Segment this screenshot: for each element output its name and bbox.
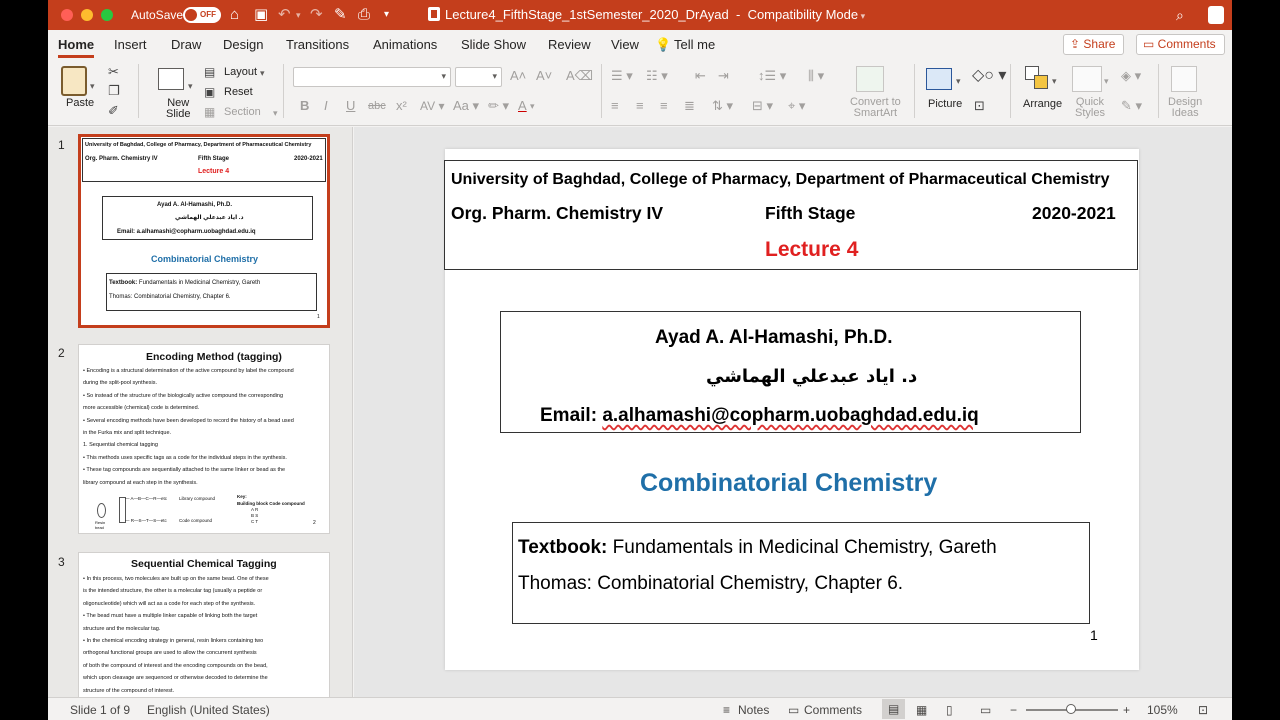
textbook-line-2: Thomas: Combinatorial Chemistry, Chapter 6.: [518, 573, 904, 594]
thumb-text: Org. Pharm. Chemistry IV: [85, 156, 158, 162]
superscript-button[interactable]: x²: [396, 98, 407, 113]
author-name: Ayad A. Al-Hamashi, Ph.D.: [655, 327, 893, 348]
zoom-out-button[interactable]: −: [1010, 703, 1018, 717]
thumbnail-slide-2[interactable]: [78, 344, 330, 534]
thumb-text: 2020-2021: [294, 156, 323, 162]
clear-formatting-icon[interactable]: A⌫: [566, 68, 594, 83]
language-indicator[interactable]: English (United States): [147, 703, 270, 717]
thumbnail-slide-3[interactable]: [78, 552, 330, 697]
share-icon: ⇪: [1070, 37, 1084, 51]
copy-icon[interactable]: ❐: [108, 83, 120, 98]
toggle-knob: [185, 9, 197, 21]
thumb-text: Combinatorial Chemistry: [151, 254, 259, 264]
thumb-text: Fifth Stage: [198, 156, 229, 162]
autosave-state: OFF: [200, 10, 216, 19]
document-icon: [428, 7, 440, 21]
resin-bead-icon: [97, 503, 106, 518]
save-icon[interactable]: ▣: [254, 6, 269, 23]
slide-show-icon[interactable]: ▭: [980, 703, 992, 717]
normal-view-icon[interactable]: ▤: [882, 699, 905, 719]
thumb-line: 1. Sequential chemical tagging: [83, 442, 158, 449]
header-year: 2020-2021: [1032, 203, 1116, 223]
arrange-icon-front: [1034, 75, 1048, 89]
thumb-line: which upon cleavage are sequenced or otherwise decoded to determine the: [83, 675, 268, 682]
textbook-line-1: [518, 537, 997, 559]
tab-home[interactable]: Home: [58, 37, 95, 52]
bullets-icon[interactable]: ☰ ▾: [611, 68, 633, 83]
thumb-line: oligonucleotide) which will act as a code for each step of the synthesis.: [83, 600, 256, 607]
redo-icon[interactable]: ↷: [310, 6, 323, 23]
bold-button[interactable]: B: [300, 98, 310, 113]
thumb-line: • Several encoding methods have been developed to record the history of a bead used: [83, 417, 294, 424]
thumb-text: — A—B—C—R—etc: [125, 496, 168, 501]
thumb-line: • In this process, two molecules are built up on the same bead. One of these: [83, 576, 269, 582]
autosave-label: AutoSave: [131, 8, 184, 22]
powerpoint-window: [48, 0, 1232, 720]
decrease-font-icon[interactable]: A˅: [536, 68, 553, 83]
paste-button[interactable]: Paste: [66, 97, 95, 109]
thumb-text: — R—S—T—S—etc: [125, 518, 167, 523]
character-spacing-icon[interactable]: AV ▾: [420, 99, 445, 113]
lightbulb-icon: 💡: [655, 37, 672, 52]
shapes-icon[interactable]: ◇○ ▾: [972, 67, 1007, 84]
format-painter-icon[interactable]: ✐: [108, 103, 119, 118]
author-name-arabic: د. اياد عبدعلي الهماشي: [706, 366, 918, 387]
thumb-text: د. اياد عبدعلي الهماشي: [175, 215, 244, 221]
document-name: Lecture4_FifthStage_1stSemester_2020_DrAyad: [445, 7, 729, 22]
undo-dropdown-icon[interactable]: ▾: [296, 10, 301, 20]
notes-icon: ≡: [723, 703, 731, 717]
section-button[interactable]: Section: [224, 106, 261, 118]
share-button[interactable]: [1063, 34, 1124, 55]
change-case-icon[interactable]: Aa ▾: [453, 98, 480, 113]
font-size-field[interactable]: [455, 67, 502, 87]
italic-button[interactable]: I: [324, 98, 328, 113]
ribbon-home: [48, 58, 1232, 126]
undo-icon[interactable]: ↶: [278, 6, 291, 23]
slide-page-number: 1: [1090, 627, 1098, 643]
thumb-text: Library compound: [179, 496, 216, 501]
tab-slide-show[interactable]: Slide Show: [461, 37, 527, 52]
align-left-icon[interactable]: ≡: [611, 98, 619, 113]
thumb-text: Resin bead: [95, 520, 106, 530]
current-slide[interactable]: [445, 149, 1139, 670]
convert-smartart-button[interactable]: Convert to SmartArt: [850, 96, 901, 119]
picture-icon[interactable]: [926, 68, 952, 90]
increase-indent-icon[interactable]: ⇥: [718, 68, 729, 83]
document-title: Lecture4_FifthStage_1stSemester_2020_DrAyad - Compatibility Mode ▾: [428, 7, 865, 22]
align-text-icon[interactable]: ⊟ ▾: [752, 98, 774, 113]
lecture-title: Lecture 4: [765, 238, 859, 261]
tab-animations[interactable]: Animations: [373, 37, 438, 52]
header-university: University of Baghdad, College of Pharmacy, Department of Pharmaceutical Chemistry: [451, 171, 1110, 188]
thumbnail-slide-1[interactable]: [78, 134, 330, 328]
thumb-text: C T: [251, 519, 259, 524]
quick-styles-icon[interactable]: [1072, 66, 1102, 92]
picture-button[interactable]: Picture: [928, 98, 963, 110]
zoom-level[interactable]: 105%: [1147, 703, 1178, 717]
header-course: Org. Pharm. Chemistry IV: [451, 203, 664, 223]
zoom-in-button[interactable]: +: [1123, 703, 1131, 717]
smart-lookup-icon[interactable]: ⌖ ▾: [788, 98, 806, 113]
line-spacing-icon[interactable]: ↕☰ ▾: [758, 68, 787, 83]
reset-icon: ▣: [204, 85, 216, 99]
customize-toolbar-icon[interactable]: ▾: [384, 9, 390, 20]
underline-button[interactable]: U: [346, 98, 356, 113]
slide-counter: Slide 1 of 9: [70, 703, 131, 717]
tab-review[interactable]: Review: [548, 37, 591, 52]
tab-insert[interactable]: Insert: [114, 37, 147, 52]
layout-button[interactable]: Layout: [224, 66, 258, 78]
align-right-icon[interactable]: ≡: [660, 98, 668, 113]
title-bar: [48, 0, 1232, 30]
email-address: a.alhamashi@copharm.uobaghdad.edu.iq: [602, 405, 979, 426]
close-window-button[interactable]: [61, 9, 73, 21]
tell-me[interactable]: Tell me: [674, 37, 716, 52]
numbering-icon[interactable]: ☷ ▾: [646, 68, 668, 83]
strikethrough-button[interactable]: abc: [368, 100, 386, 112]
separator: [1010, 64, 1011, 118]
topic-title: Combinatorial Chemistry: [640, 469, 938, 497]
minimize-window-button[interactable]: [81, 9, 93, 21]
thumbnail-number: 1: [58, 138, 65, 152]
thumb-line: more accessible (chemical) code is determined.: [83, 405, 200, 412]
thumb-line: of both the compound of interest and the encoding compounds on the bead,: [83, 662, 268, 669]
separator: [283, 64, 284, 118]
section-icon: ▦: [204, 105, 216, 119]
layout-icon: ▤: [204, 65, 216, 79]
zoom-window-button[interactable]: [101, 9, 113, 21]
print-icon[interactable]: ⎙: [358, 6, 371, 23]
thumb-text: 1: [317, 314, 320, 320]
ribbon-tabs: [48, 30, 1232, 58]
thumbnail-number: 2: [58, 346, 65, 360]
thumb-text: Textbook:: [109, 280, 138, 286]
arrange-dropdown-icon[interactable]: ▾: [1052, 76, 1057, 86]
thumb-line: • The bead must have a multiple linker capable of linking both the target: [83, 613, 258, 620]
notes-button[interactable]: Notes: [738, 703, 770, 717]
new-slide-dropdown-icon[interactable]: ▾: [188, 81, 193, 91]
justify-icon[interactable]: ≣: [684, 98, 695, 113]
thumb-line: • So instead of the structure of the biologically active compound the corresponding: [83, 392, 284, 399]
thumb-line: structure of the compound of interest.: [83, 687, 175, 694]
separator: [1158, 64, 1159, 118]
thumb-line: orthogonal functional groups are used to allow the concurrent synthesis: [83, 650, 257, 657]
thumb-line: • In the chemical encoding strategy in general, resin linkers containing two: [83, 638, 264, 644]
thumb-text: Lecture 4: [198, 168, 230, 175]
thumb-line: structure and the molecular tag.: [83, 625, 161, 632]
font-name-field[interactable]: [293, 67, 451, 87]
design-ideas-icon[interactable]: [1171, 66, 1197, 92]
zoom-slider-handle[interactable]: [1066, 704, 1076, 714]
thumb-text: Email: a.alhamashi@copharm.uobaghdad.edu.iq: [117, 229, 256, 235]
increase-font-icon[interactable]: A˄: [510, 68, 527, 83]
thumb-text: University of Baghdad, College of Pharmacy, Department of Pharmaceutical Chemistry: [85, 142, 312, 148]
comments-status-button[interactable]: Comments: [804, 703, 863, 717]
font-color-button[interactable]: A: [518, 98, 527, 113]
shape-fill-icon[interactable]: ◈ ▾: [1121, 68, 1142, 83]
fit-to-window-icon[interactable]: ⊡: [1198, 703, 1209, 717]
tab-design[interactable]: Design: [223, 37, 264, 52]
comments-button[interactable]: [1136, 34, 1225, 55]
share-label: Share: [1083, 37, 1116, 51]
quick-styles-button[interactable]: Quick Styles: [1075, 96, 1105, 119]
thumb-text: Ayad A. Al-Hamashi, Ph.D.: [157, 202, 233, 208]
search-icon[interactable]: ⌕: [1176, 7, 1184, 23]
author-email-line: [540, 405, 979, 427]
columns-icon[interactable]: ⫼ ▾: [808, 68, 825, 83]
section-dropdown-icon[interactable]: ▾: [273, 108, 278, 118]
compatibility-mode[interactable]: Compatibility Mode: [747, 7, 859, 22]
new-slide-icon[interactable]: [158, 68, 184, 90]
design-ideas-button[interactable]: Design Ideas: [1168, 96, 1203, 119]
thumb-title: Sequential Chemical Tagging: [131, 558, 277, 570]
font-color-dropdown-icon[interactable]: ▾: [530, 101, 535, 111]
decrease-indent-icon[interactable]: ⇤: [695, 68, 706, 83]
text-direction-icon[interactable]: ⇅ ▾: [712, 98, 734, 113]
quick-styles-dropdown-icon[interactable]: ▾: [1104, 76, 1109, 86]
home-icon[interactable]: ⌂: [230, 6, 240, 23]
tab-view[interactable]: View: [611, 37, 639, 52]
edit-icon[interactable]: ✎: [334, 6, 347, 23]
thumbnail-number: 3: [58, 555, 65, 569]
status-bar: [48, 697, 1232, 720]
text-box-icon[interactable]: ⊡: [974, 98, 985, 113]
thumb-text: Fundamentals in Medicinal Chemistry, Gareth: [137, 280, 261, 286]
tab-transitions[interactable]: Transitions: [286, 37, 350, 52]
textbook-text: Fundamentals in Medicinal Chemistry, Gareth: [607, 537, 997, 558]
separator: [914, 64, 915, 118]
picture-dropdown-icon[interactable]: ▾: [956, 76, 961, 86]
layout-dropdown-icon[interactable]: ▾: [260, 68, 265, 78]
chevron-down-icon: ▾: [441, 71, 446, 81]
slide-thumbnails-pane[interactable]: [48, 127, 353, 697]
thumb-line: library compound at each step in the synthesis.: [83, 479, 198, 486]
thumb-text: Key:: [237, 494, 247, 499]
slide-editing-area[interactable]: [354, 127, 1232, 697]
comment-icon: ▭: [1143, 37, 1158, 51]
slide-sorter-icon[interactable]: ▦: [916, 703, 928, 717]
autosave-toggle[interactable]: [183, 7, 221, 23]
new-slide-button[interactable]: New Slide: [166, 97, 191, 120]
align-center-icon[interactable]: ≡: [636, 98, 644, 113]
thumb-text: Building block Code compound: [237, 501, 305, 506]
thumb-line: in the Furka mix and split technique.: [83, 430, 172, 436]
reset-button[interactable]: Reset: [224, 86, 253, 98]
cut-icon[interactable]: ✂: [108, 64, 119, 79]
shape-outline-icon[interactable]: ✎ ▾: [1121, 98, 1143, 113]
thumb-text: B S: [251, 513, 259, 518]
highlight-icon[interactable]: ✏ ▾: [488, 98, 510, 113]
separator: [601, 64, 602, 118]
comments-label: Comments: [1157, 37, 1216, 51]
comment-icon: ▭: [788, 703, 800, 717]
email-label: Email:: [540, 405, 603, 426]
reading-view-icon[interactable]: ▯: [946, 703, 953, 717]
thumb-line: • These tag compounds are sequentially attached to the same linker or bead as the: [83, 467, 286, 474]
thumb-title: Encoding Method (tagging): [146, 351, 282, 363]
thumb-line: is the intended structure, the other is a molecular tag (usually a peptide or: [83, 588, 263, 595]
thumb-line: • This methods uses specific tags as a code for the individual steps in the synthesis.: [83, 454, 287, 461]
thumb-text: A R: [251, 507, 259, 512]
chevron-down-icon: ▾: [492, 71, 497, 81]
paste-icon[interactable]: [61, 66, 87, 96]
thumb-text: Thomas: Combinatorial Chemistry, Chapter 6.: [109, 294, 231, 300]
paste-dropdown-icon[interactable]: ▾: [90, 81, 95, 91]
thumb-text: 2: [313, 520, 316, 526]
header-stage: Fifth Stage: [765, 203, 856, 223]
account-icon[interactable]: [1208, 6, 1224, 24]
separator: [138, 64, 139, 118]
tab-draw[interactable]: Draw: [171, 37, 202, 52]
thumb-text: Code compound: [179, 518, 213, 523]
thumb-line: • Encoding is a structural determination of the active compound by label the compound: [83, 368, 294, 374]
textbook-label: Textbook:: [518, 537, 608, 558]
arrange-button[interactable]: Arrange: [1023, 98, 1063, 110]
thumb-line: during the split-pool synthesis.: [83, 380, 157, 387]
smartart-icon[interactable]: [856, 66, 884, 92]
